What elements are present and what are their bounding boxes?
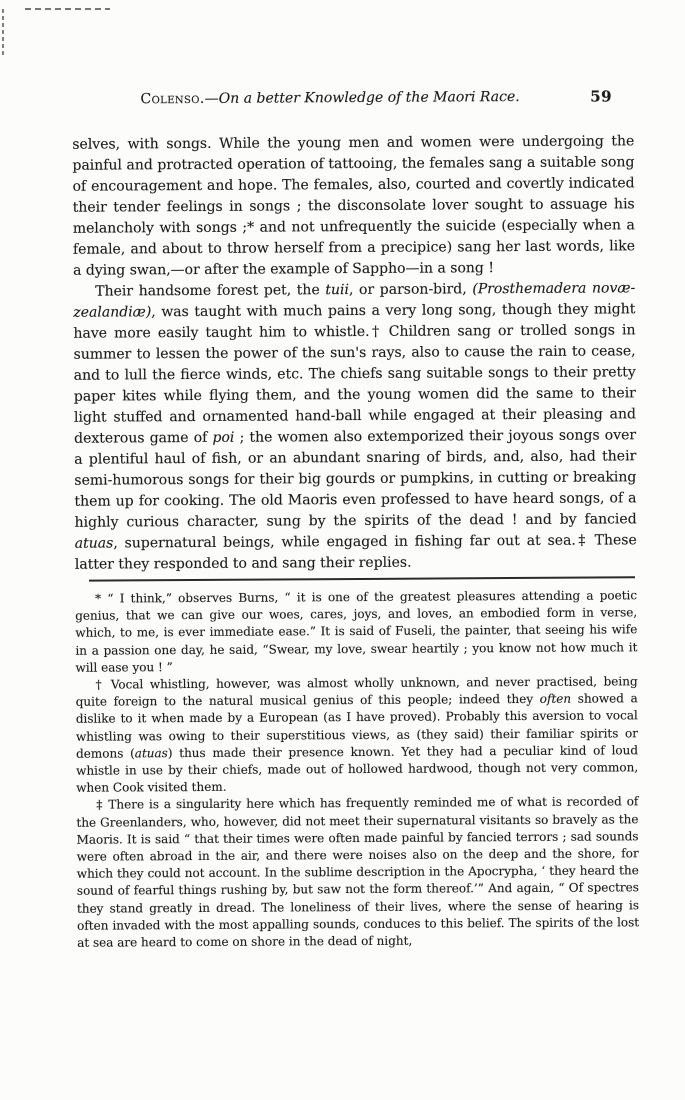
text-segment: , supernatural beings, while engaged in fishing far out at sea.‡ These latter they responded to and sang their replies.	[74, 532, 637, 573]
text-segment: “ I think,” observes Burns, “ it is one of the greatest pleasures attending a poetic genius, that we can give our woes, cares, joys, and loves, an embodied form in verse, which, to me, is ever immediate ease.” It is said of Fuseli, the painter, that seeing his wife in a passion one day, he said, “Swear, my love, swear heartily ; you know not how much it will ease you ! ”	[75, 588, 638, 675]
text-segment: ) thus made their presence known. Yet they had a peculiar kind of loud whistle in use by their chiefs, made out of hollowed hardwood, though not very common, when Cook visited them.	[76, 743, 639, 795]
text-segment: Vocal whistling, however, was almost wholly unknown, and never practised, being quite foreign to the natural musical genius of this people; indeed they	[75, 674, 638, 709]
scan-artifact-edge-line	[2, 9, 4, 56]
text-segment: often	[539, 691, 572, 707]
footnote	[76, 673, 639, 797]
text-segment: tuii	[325, 282, 350, 299]
text-segment: selves, with songs. While the young men and women were undergoing the painful and protracted operation of tattooing, the females sang a suitable song of encouragement and hope. The females, also, courted and covertly indicated their tender feelings in songs ; the disconsolate lover sought to assuage his melancholy with songs ;* and not unfrequently the suicide (especially when a female, and about to throw herself from a precipice) sang her last words, like a dying swan,—or after the example of Sappho—in a song !	[72, 133, 636, 279]
footnote-marker: *	[95, 591, 108, 606]
text-segment: , was taught with much pains a very long song, though they might have more easily taught him to whistle.† Children sang or trolled songs in summer to lessen the power of the sun's rays, also to cause the rain to cease, and to lull the fierce winds, etc. The chiefs sang suitable songs to their pretty paper kites while flying them, and the young women did the same to their light stuffed and ornamented hand-ball while engaged at their pleasing and dexterous game of	[73, 301, 637, 447]
article-title: On a better Knowledge of the Maori Race.	[218, 88, 520, 107]
scan-artifact-dashed-line	[25, 8, 110, 10]
text-segment: ; the women also extemporized their joyous songs over a plentiful haul of fish, or an abundant snaring of birds, and, also, had their semi-humorous songs for their big gourds or pumpkins, in cutting or breaking them up for cooking. The old Maoris even professed to have heard songs, of a highly curious character, sung by the spirits of the dead ! and by fancied	[74, 427, 637, 531]
footnote-marker: ‡	[96, 797, 109, 813]
page-content	[72, 88, 639, 952]
text-segment: showed a dislike to it when made by a European (as I have proved). Probably this aversion to vocal whistling was owing to their superstitious views, as (they said) their familiar spirits or demons (	[75, 691, 638, 761]
header-dash: —	[204, 90, 219, 107]
footnote-marker: †	[95, 677, 111, 692]
paragraph	[73, 278, 637, 575]
text-segment: atuas	[134, 745, 168, 761]
text-segment: atuas	[74, 535, 114, 552]
text-segment: poi	[212, 429, 235, 446]
running-header	[72, 88, 634, 111]
text-segment: , or parson-bird,	[348, 281, 473, 299]
footnote-divider	[89, 576, 635, 581]
page-number: 59	[590, 87, 613, 106]
text-segment: Their handsome forest pet, the	[95, 282, 326, 300]
body-text	[72, 131, 637, 575]
text-segment: There is a singularity here which has frequently reminded me of what is recorded of the Greenlanders, who, however, did not meet their supernatural visitants so bravely as the Maoris. It is said “ that their times were often made painful by fancied terrors ; sad sounds were often abroad in the air, and there were noises also on the deep and the shore, for which they could not account. In the sublime description in the Apocrypha, ‘ they heard the sound of fearful things rushing by, but saw not the form thereof.’” And again, “ Of spectres they stand greatly in dread. The loneliness of their lives, where the sense of hearing is often invaded with the most appalling sounds, conduces to this belief. The spirits of the lost at sea are heard to come on shore in the dead of night,	[76, 794, 640, 950]
footnote	[75, 587, 638, 676]
running-header-title	[72, 88, 634, 107]
author-name: Colenso.	[140, 90, 205, 108]
footnote	[76, 794, 639, 952]
text-segment: (Prosthemadera novæ-zealandiæ)	[73, 280, 636, 321]
footnotes	[75, 587, 639, 952]
paragraph	[72, 131, 635, 281]
